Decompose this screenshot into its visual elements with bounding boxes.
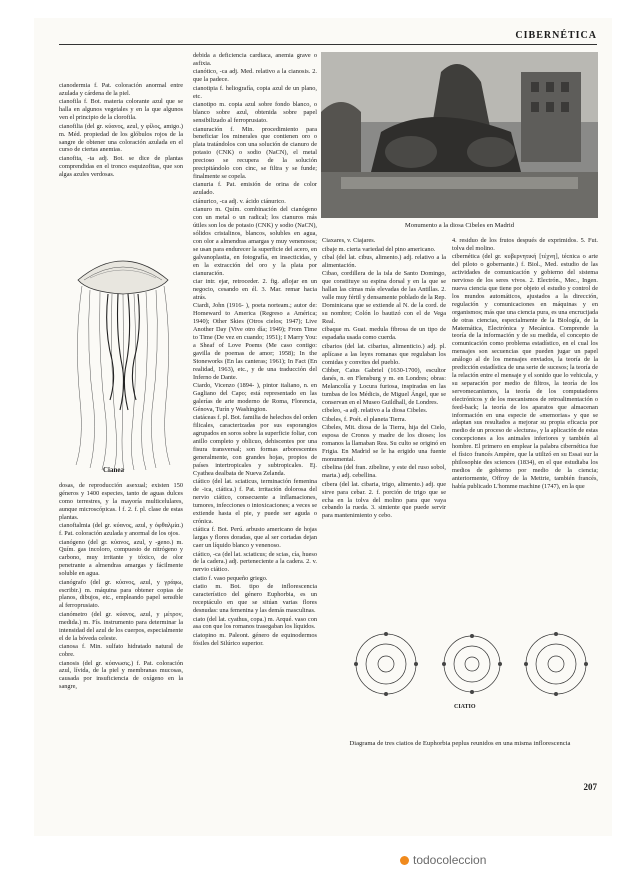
entry: ciato (del lat. cyathus, copa.) m. Arqué. vaso con asa con que los romanos trasegaban los líquidos. bbox=[193, 615, 317, 631]
jellyfish-caption: Cianea bbox=[103, 466, 124, 474]
header-rule bbox=[59, 44, 597, 45]
entry: ciatio m. Bot. tipo de inflorescencia característico del género Euphorbia, es un receptáculo en que se sitúan varias flores desnudas: una femenina y las demás masculinas. bbox=[193, 583, 317, 615]
entry: cianótico, -ca adj. Med. relativo a la cianosis. 2. que la padece. bbox=[193, 68, 317, 84]
entry: ciática f. Bot. Perú. arbusto americano de hojas largas y flores doradas, que al ser cortadas dejan caer un líquido blanco y venenoso. bbox=[193, 526, 317, 549]
entry: cianógeno (del gr. κύανος, azul, y -geno.) m. Quím. gas incoloro, compuesto de nitrógeno y carbono, muy irritante y tóxico, de olor penetrante a almendras amargas y fácilmente soluble en agua. bbox=[59, 538, 183, 578]
entry: cianofilia (del gr. κύανος, azul, y φίλος, amigo.) m. Méd. propiedad de los glóbulos rojos de la sangre de obtener una coloración azulada en el curso de ciertas anemias. bbox=[59, 122, 183, 154]
column-1-bottom bbox=[59, 482, 183, 692]
page-header-title: CIBERNÉTICA bbox=[515, 30, 597, 41]
entry: ciático, -ca (del lat. sciaticus; de scias, cía, hueso de la cadera.) adj. perteneciente a la cadera. 2. v. nervio ciático. bbox=[193, 550, 317, 574]
entry: cianuro m. Quím. combinación del cianógeno con un metal o un radical; los cianuros más útiles son los de potasio (CNK) y sodio (NaCN), sólidos cristalinos, blancos, solubles en agua, con olor a almendras amargas y muy venenosos; se usan para endurecer la superficie del acero, en galvanoplastia, en fotografía, en insecticidas, y en la extracción del oro y la plata por cianuración. bbox=[193, 206, 317, 277]
entry: cibarios (del lat. cibarius, alimenticio.) adj. pl. aplícase a las leyes romanas que regulaban los comidas y convites del pueblo. bbox=[322, 342, 446, 366]
entry: ciatio f. vaso pequeño griego. bbox=[193, 574, 268, 582]
entry: Cibao, cordillera de la isla de Santo Domingo, que constituye su espina dorsal y en la que se hallan las cimas más elevadas de las Antillas. 2. valle muy fértil y densamente poblado de la Rep. Dominicana que se extiende al N. de la cord. de su nombre; Colón lo bautizó con el de Vega Real. bbox=[322, 270, 446, 325]
cyathium-diagram bbox=[344, 618, 598, 710]
entry: Ciardi, John (1916- ), poeta norteam.; autor de: Homeward to America (Regreso a América; 1940); Other Skies (Otros cielos; 1947); Live Another Day (Vive otro día; 1949); From Time to Time (De vez en cuando; 1951); I Marry You: a Sheaf of Love Poems (Me caso contigo: gavilla de poemas de amor; 1958); In the Stoneworks (En las canteras; 1961); In Fact (En realidad, 1963), etc., y de una traducción del Inferno de Dante. bbox=[193, 302, 317, 381]
page-number: 207 bbox=[583, 782, 597, 792]
entry: cibernética (del gr. κυβερνητική [τέχνη], técnica o arte del piloto o gobernante.) f. Biol., Med. estudio de las actividades de comunicación y gobierno del sistema nervioso de los seres vivos. 2. Electrón., Mec., Ingen. nueva ciencia que tiene por objeto el estudio y control de los mundos automáticos, ajustados a la dirección, regulación y comunicaciones en máquinas y en organismos; más que una ciencia pura, es una encrucijada de otras ciencias, especialmente de la Biología, de la Matemática, Electrónica y Mecánica. Comprende la teoría de la información y de su medida, el concepto de comunicación como problema estadístico, en el cual los mensajes son secuencias que pueden jugar un papel análogo al de los mensajes enviados, la teoría de la predicción estadística de una serie de sucesos; la teoría de la relación entre el mensaje y el sonido que lo vehicula, y su separación por medio de filtros, la teoría de los servomecanismos, la teoría de los computadores electrónicos y de los mecanismos de retroalimentación o feed-back; la teoría de los aparatos que almacenan información en una especie de «memorias» y que se adaptan sus resultados a mejorar su propia eficacia por medio de un proceso de «lectura», y la aplicación de estas concepciones a los animales inferiores y también al hombre. El primero en emplear la palabra cibernética fue el físico francés Ampère, que la utilizó en su Essai sur la philosophie des sciences (1834), en el que estudiaba los medios de gobierno por medio de la ciencia; anteriormente, Offroy de la Mettrie, también francés, había publicado L'homme machine (1747), en la que bbox=[452, 253, 598, 490]
entry: cianofila f. Bot. materia colorante azul que se halla en algunos vegetales y en la que algunos ven el principio de la clorofila. bbox=[59, 98, 183, 122]
entry: cibal (del lat. cibus, alimento.) adj. relativo a la alimentación. bbox=[322, 254, 446, 269]
entry: ciar intr. ejar, retroceder. 2. fig. aflojar en un negocio, cesando en él. 3. Mar. remar hacia atrás. bbox=[193, 278, 317, 301]
entry: cianoftalmia (del gr. κύανος, azul, y ὀφθαλμία.) f. Pat. coloración azulada y anormal de los ojos. bbox=[59, 522, 183, 538]
entry: ciatopino m. Paleont. género de equinodermos fósiles del Silúrico superior. bbox=[193, 631, 317, 647]
entry: cibera (del lat. cibaria, trigo, alimento.) adj. que sirve para cebar. 2. f. porción de trigo que se echa en la tolva del molino para que vaya cebando la rueda. 3. simiente que puede servir para mantenimiento y cebo. bbox=[322, 480, 446, 520]
entry: cibelina (del fran. zibeline, y este del ruso sobol, marta.) adj. cebellina. bbox=[322, 464, 446, 480]
brand-logo-icon bbox=[400, 856, 409, 865]
column-3 bbox=[322, 237, 446, 521]
entry: cianofita, -ta adj. Bot. se dice de plantas comprendidas en el tronco esquizofitas, que son algas azules verdosas. bbox=[59, 154, 183, 178]
entry: cianuria f. Pat. emisión de orina de color azulado. bbox=[193, 181, 317, 197]
entry: Ciaxares, v. Ciajares. bbox=[322, 237, 376, 244]
entry: ciatáceas f. pl. Bot. familia de helechos del orden filicales, caracterizadas por sus esporangios agrupados en soros sobre la superficie foliar, con anillo completo y oblicuo, dehiscentes por una fisura transversal; son formas arborescentes generalmente, con grandes hojas, propios de países intertropicales y subtropicales. Ej. Cyathea dealbata de Nueva Zelanda. bbox=[193, 414, 317, 477]
entry: Cibeles, f. Poét. el planeta Tierra. bbox=[322, 415, 407, 423]
entry: cianógrafo (del gr. κύανος, azul, y γράφω, escribir.) m. máquina para obtener copias de planos, dibujos, etc., empleando papel sensible al ferroprusiato. bbox=[59, 578, 183, 610]
jellyfish-illustration bbox=[60, 250, 186, 472]
footer-brand: todocoleccion bbox=[413, 853, 487, 867]
entry: cibaque m. Guat. medula fibrosa de un tipo de espadaña usada como cuerda. bbox=[322, 326, 446, 342]
entry: cianodermia f. Pat. coloración anormal entre azulada y cárdena de la piel. bbox=[59, 82, 183, 97]
entry: cianómetro (del gr. κύανος, azul, y μέτρον, medida.) m. Fís. instrumento para determinar la intensidad del azul de los cuerpos, especialmente el de la bóveda celeste. bbox=[59, 610, 183, 642]
diagram-label: CIATIO bbox=[454, 704, 476, 710]
entry: cianosa f. Min. sulfato hidratado natural de cobre. bbox=[59, 643, 183, 658]
entry: Cibeles, Mit. diosa de la Tierra, hija del Cielo, esposa de Cronos y madre de los dioses; los romanos la llamaban Rea. Su culto se originó en Frigia. En Madrid se le ha erigido una fuente monumental. bbox=[322, 424, 446, 463]
cibeles-monument-photo bbox=[321, 52, 598, 218]
column-2 bbox=[193, 52, 317, 648]
entry: dosas, de reproducción asexual; existen 150 géneros y 1400 especies, tanto de aguas dulces como terrestres, y la mayoría multicelulares, aunque microscópicas. ‖ f. 2. f. pl. clase de estas plantas. bbox=[59, 482, 183, 521]
column-1-top bbox=[59, 82, 183, 179]
entry: cibeleo, -a adj. relativo a la diosa Cibeles. bbox=[322, 407, 428, 415]
column-4 bbox=[452, 237, 598, 491]
entry: debida a deficiencia cardiaca, anemia grave o asfixia. bbox=[193, 52, 317, 67]
photo-caption: Monumento a la diosa Cibeles en Madrid bbox=[404, 222, 515, 229]
entry: Ciardo, Vicenzo (1894- ), pintor italiano, n. en Gagliano del Capo; está representado en las galerías de arte moderno de Roma, Florencia, Génova, Turín y Washington. bbox=[193, 382, 317, 413]
entry: ciánurico, -ca adj. v. ácido ciánurico. bbox=[193, 197, 286, 205]
entry: Cibber, Caius Gabriel (1630-1700), escultor danés, n. en Flensburg y m. en Londres; obras: Melancolía y Locura furiosa, inspiradas en las tumbas de los Médicis, de Miguel Ángel, que se conservan en el Museo Guildhall, de Londres. bbox=[322, 367, 446, 406]
diagram-caption: Diagrama de tres ciatios de Euphorbia peplus reunidos en una misma inflorescencia bbox=[349, 740, 571, 747]
footer bbox=[0, 846, 637, 876]
entry: cianotipia f. heliografía, copia azul de un plano, etc. bbox=[193, 84, 317, 100]
entry: 4. residuo de los frutos después de exprimidos. 5. Fut. tolva del molino. bbox=[452, 237, 598, 252]
entry: cianuración f. Min. procedimiento para beneficiar los minerales que contienen oro o plata tratándolos con una solución de cianuro de potasio (CNK) o sodio (NaCN), el metal precioso se recupera de la solución precipitándolo con cinc, se filtra y se funde; finalmente se copela. bbox=[193, 125, 317, 180]
entry: cianotipo m. copia azul sobre fondo blanco, o blanco sobre azul, obtenida sobre papel sensibilizado al ferroprusiato. bbox=[193, 101, 317, 125]
entry: cianosis (del gr. κύανωσις.) f. Pat. coloración azul, lívida, de la piel y membranas mucosas, causada por insuficiencia de oxígeno en la sangre, bbox=[59, 659, 183, 691]
entry: ciático (del lat. sciaticus, terminación femenina de -ica, ciática.) f. Pat. irritación dolorosa del nervio ciático, consecuente a inflamaciones, tumores, infecciones o intoxicaciones; a veces se extiende hasta el pie, y puede ser aguda o crónica. bbox=[193, 478, 317, 525]
entry: cibaje m. cierta variedad del pino americano. bbox=[322, 245, 436, 253]
